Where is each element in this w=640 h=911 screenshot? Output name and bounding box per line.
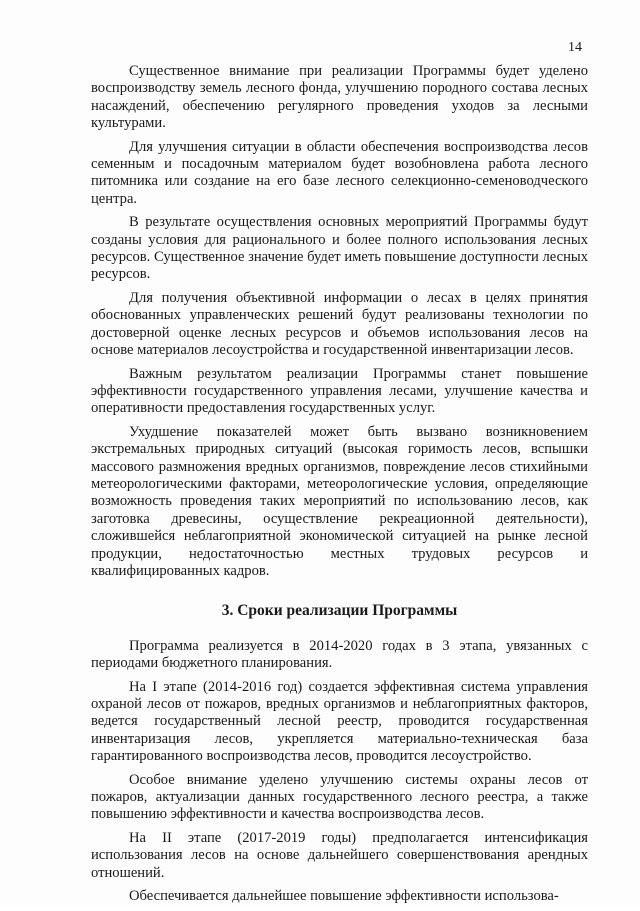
paragraph: Существенное внимание при реализации Программы будет уделено воспроизводству земель лесного фонда, улучшению породного состава лесных насаждений, обеспечению регулярного проведения уходов за лесными культурами. <box>91 63 588 132</box>
paragraph: Для получения объективной информации о лесах в целях принятия обоснованных управленческих решений будут реализованы технологии по достоверной оценке лесных ресурсов и объемов использования лесов на основе материалов лесоустройства и государственной инвентаризации лесов. <box>91 289 588 359</box>
paragraph: Программа реализуется в 2014-2020 годах в 3 этапа, увязанных с периодами бюджетного планирования. <box>91 637 588 672</box>
paragraph: На II этапе (2017-2019 годы) предполагается интенсификация использования лесов на основе дальнейшего совершенствования арендных отношений. <box>91 829 588 881</box>
section-heading: 3. Сроки реализации Программы <box>221 602 458 620</box>
paragraph: Особое внимание уделено улучшению системы охраны лесов от пожаров, актуализации данных государственного лесного реестра, а также повышению эффективности и качества воспроизводства лесов. <box>91 771 588 823</box>
page-number: 14 <box>568 40 582 55</box>
paragraph: Важным результатом реализации Программы станет повышение эффективности государственного управления лесами, улучшение качества и оперативности предоставления государственных услуг. <box>91 365 588 417</box>
paragraph: Обеспечивается дальнейшее повышение эффективности использова- <box>129 888 559 905</box>
paragraph: Ухудшение показателей может быть вызвано возникновением экстремальных природных ситуаций (высокая горимость лесов, вспышки массового размножения вредных организмов, повреждение лесов стихийными метеорологическими факторами, метеорологические условия, определяющие возможность проведения таких мероприятий по использованию лесов, как заготовка древесины, осуществление рекреационной деятельности), сложившейся неблагоприятной экономической ситуацией на рынке лесной продукции, недостаточностью местных трудовых ресурсов и квалифицированных кадров. <box>91 423 588 579</box>
paragraph: Для улучшения ситуации в области обеспечения воспроизводства лесов семенным и посадочным материалом будет возобновлена работа лесного питомника или создание на его базе лесного селекционно-семеноводческого центра. <box>91 138 588 207</box>
body-text <box>91 63 588 911</box>
paragraph: В результате осуществления основных мероприятий Программы будут созданы условия для рационального и более полного использования лесных ресурсов. Существенное значение будет иметь повышение доступности лесных ресурсов. <box>91 214 588 283</box>
paragraph: На I этапе (2014-2016 год) создается эффективная система управления охраной лесов от пожаров, вредных организмов и неблагоприятных факторов, ведется государственный лесной реестр, проводится государственная инвентаризация лесов, укрепляется материально-техническая база гарантированного воспроизводства лесов, проводится лесоустройство. <box>91 678 588 765</box>
